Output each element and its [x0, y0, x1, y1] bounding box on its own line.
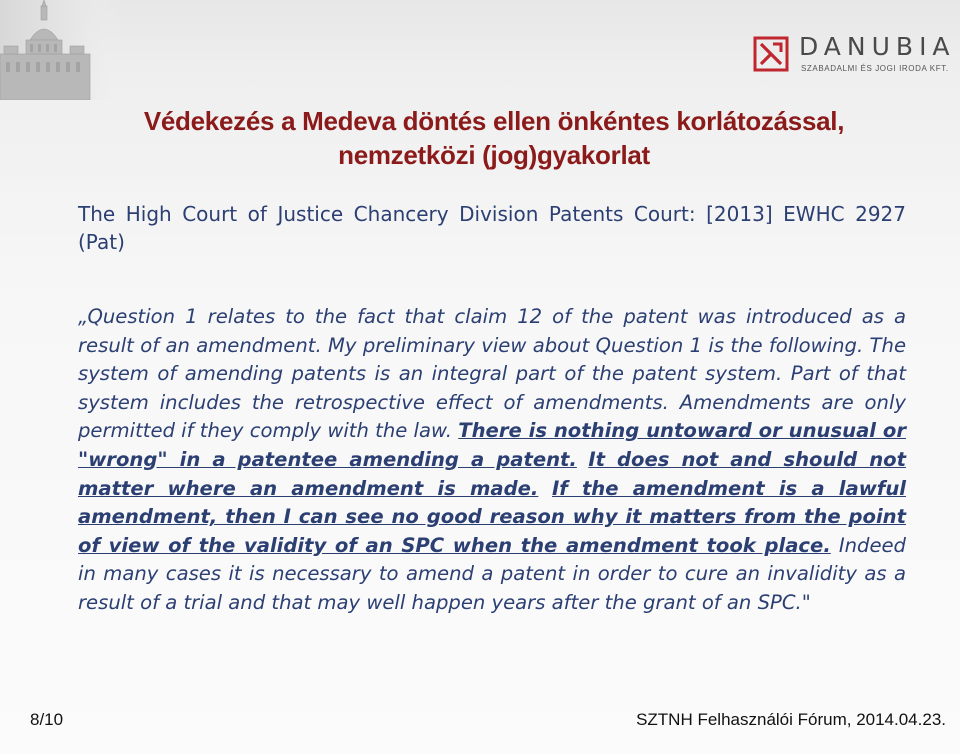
parliament-dome-image	[0, 0, 120, 100]
logo-name: DANUBIA	[799, 32, 956, 61]
quote-part-1: „Question 1 relates to the fact that claim 12 of the patent was introduced as a result of an amendment. My preliminary view about Question 1 is the following. The system of amending patents is an integral part of the patent system. Part of that system includes the retrospective effect of amendments. Amendments are only permitted if they comply with the law.	[78, 305, 906, 443]
quote-emphasis-1: There is nothing untoward or unusual or "wrong" in a patentee amending a patent.	[78, 419, 906, 471]
quote-part-2: Indeed in many cases it is necessary to amend a patent in order to cure an invalidity as a result of a trial and that may well happen years after the grant of an SPC."	[78, 533, 906, 614]
slide-title-line-2: nemzetközi (jog)gyakorlat	[338, 140, 650, 170]
page-number: 8/10	[30, 710, 64, 729]
slide-title	[80, 104, 908, 172]
logo-subtitle: SZABADALMI ÉS JOGI IRODA KFT.	[801, 64, 949, 73]
quote-emphasis-2: It does not and should not matter where an amendment is made.	[78, 447, 906, 500]
court-quote	[78, 303, 906, 618]
event-footer: SZTNH Felhasználói Fórum, 2014.04.23.	[636, 710, 946, 729]
quote-emphasis-3: If the amendment is a lawful amendment, then I can see no good reason why it matters from the point of view of the validity of an SPC when the amendment took place.	[78, 476, 907, 557]
danubia-logo	[753, 32, 956, 80]
case-citation: The High Court of Justice Chancery Division Patents Court: [2013] EWHC 2927 (Pat)	[78, 202, 906, 254]
danubia-logo-mark-icon	[753, 36, 789, 72]
slide-title-line-1: Védekezés a Medeva döntés ellen önkéntes korlátozással,	[143, 106, 845, 136]
